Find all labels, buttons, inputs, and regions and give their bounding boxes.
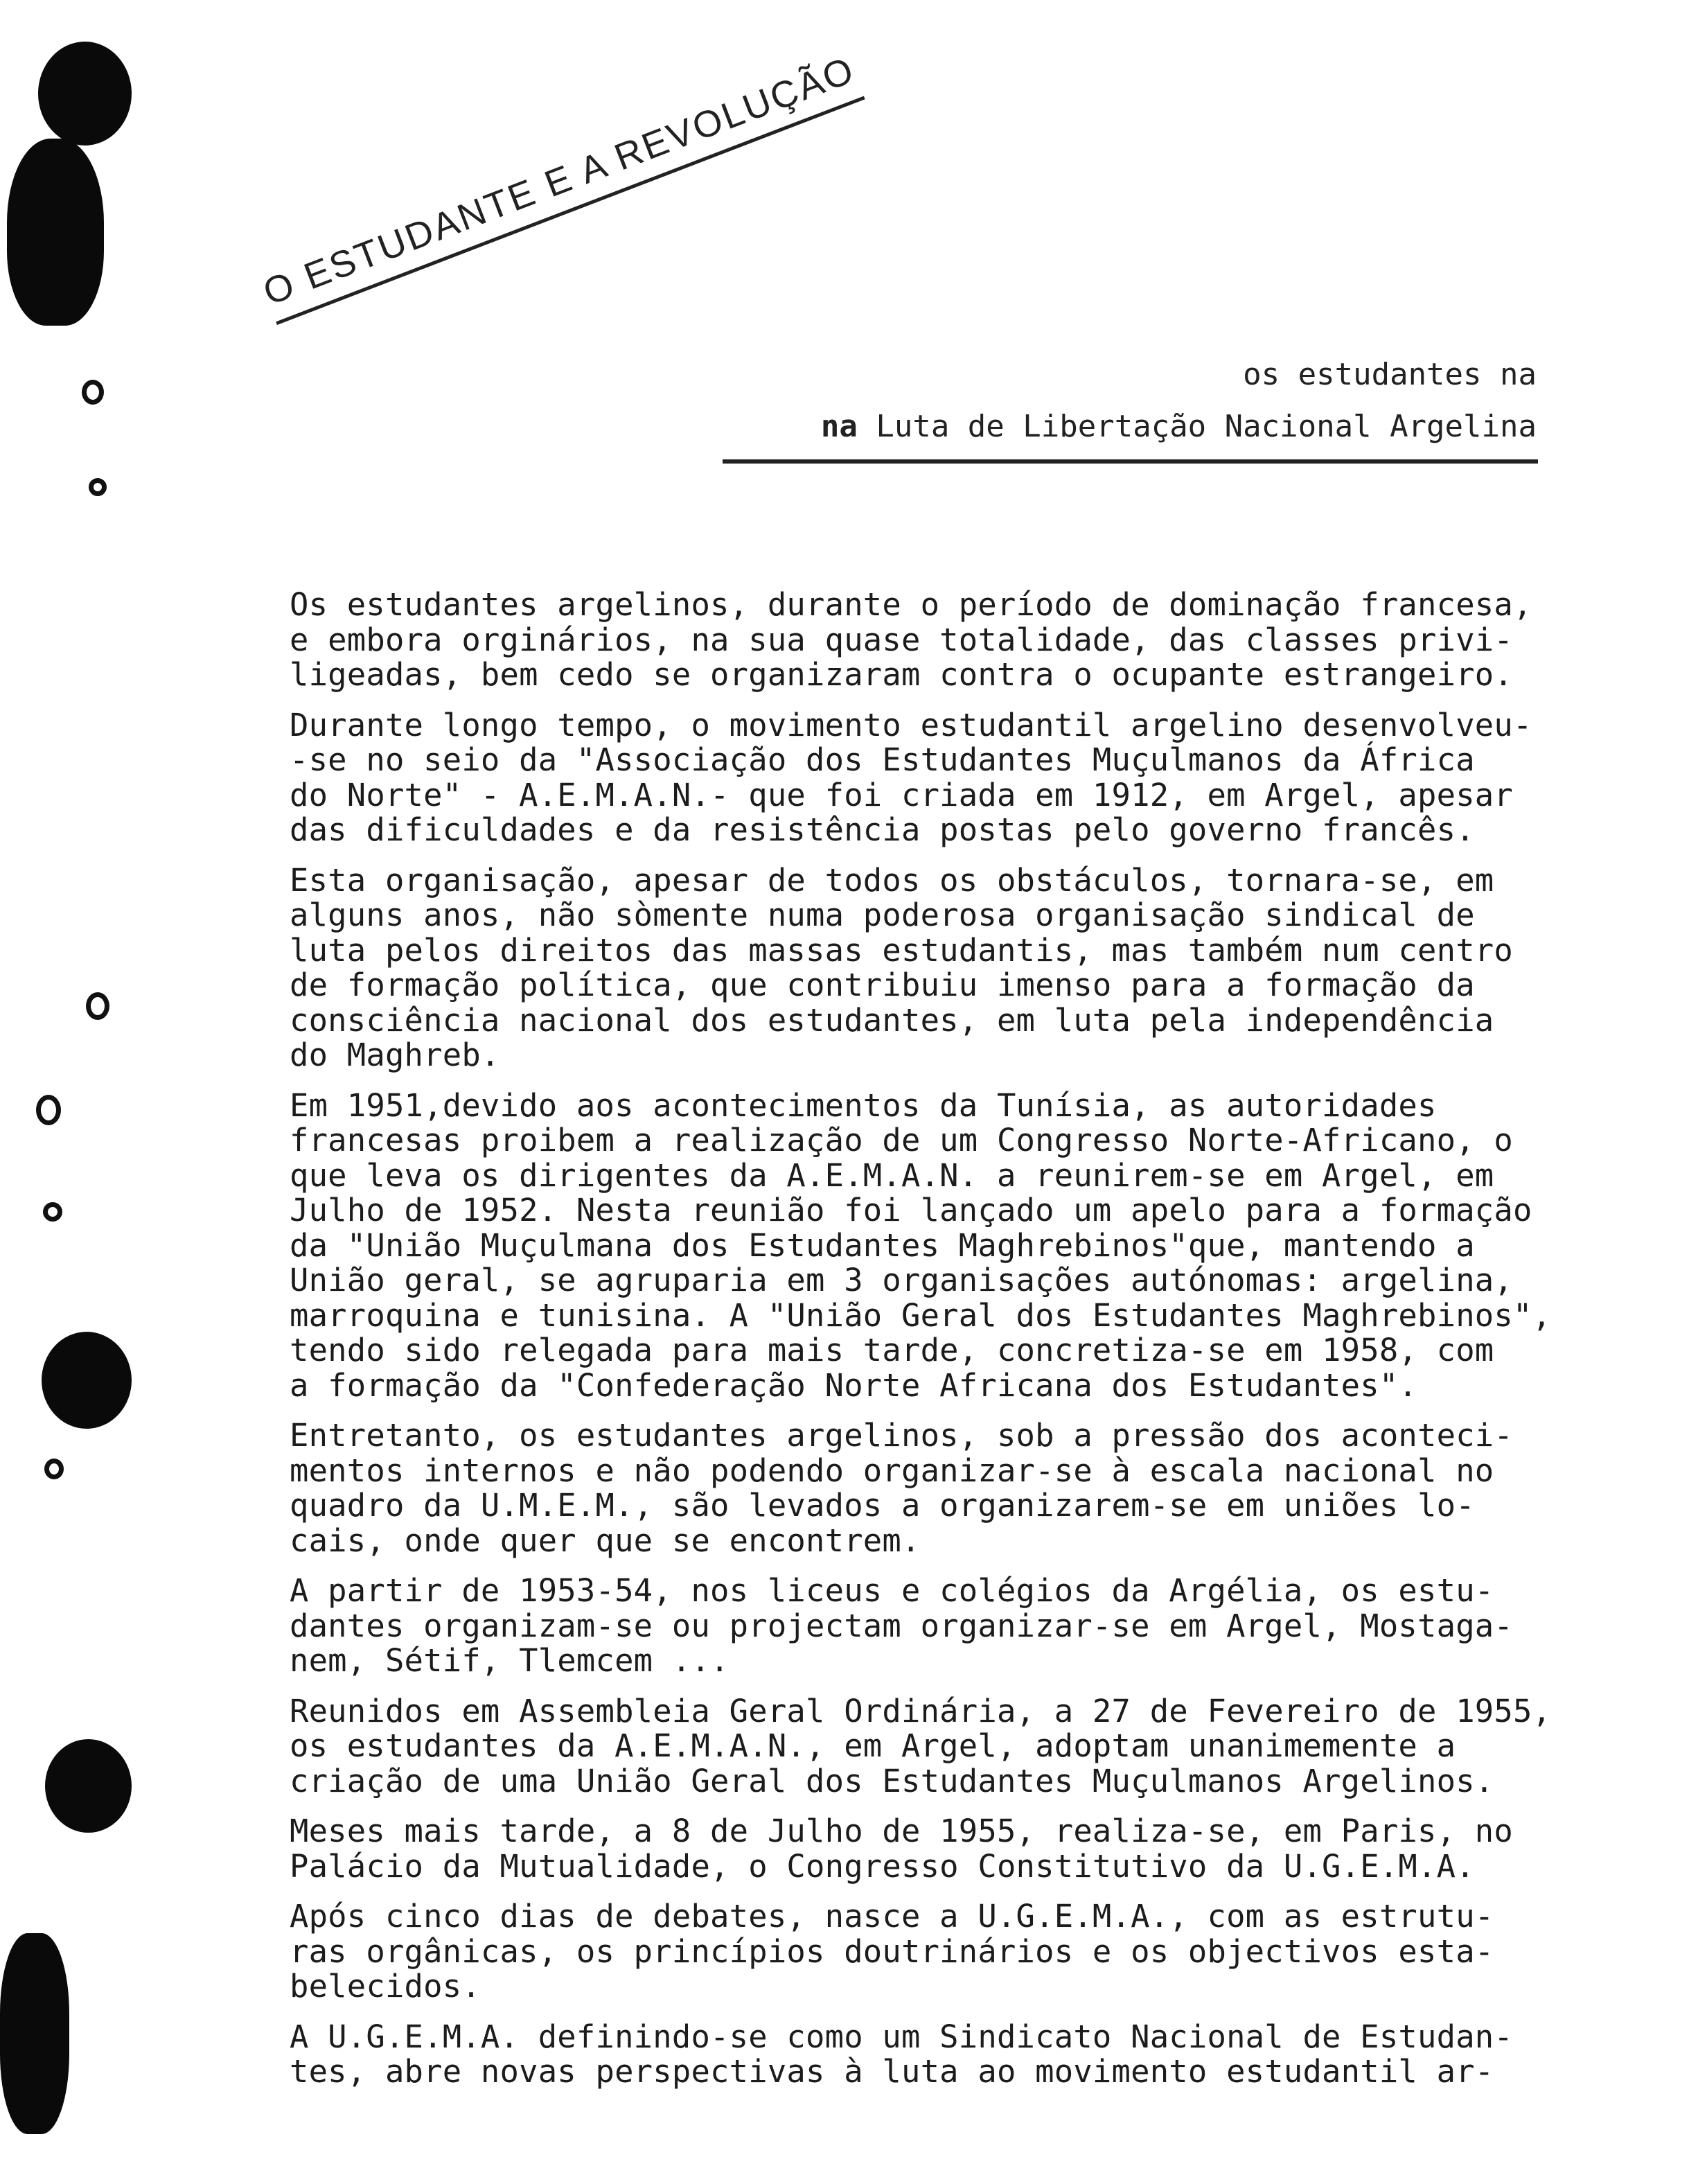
paragraph-line: criação de uma União Geral dos Estudantes Muçulmanos Argelinos. xyxy=(290,1762,1494,1799)
paragraph xyxy=(290,588,1675,693)
heading-prefix: na xyxy=(820,409,858,444)
paragraph-line: de formação política, que contribuiu imenso para a formação da xyxy=(290,967,1475,1003)
paragraph-line: ras orgânicas, os princípios doutrinários e os objectivos esta- xyxy=(290,1932,1494,1970)
punch-hole-shadow xyxy=(0,1933,69,2134)
punch-hole-shadow xyxy=(7,139,104,326)
paragraph-line: das dificuldades e da resistência postas pelo governo francês. xyxy=(290,811,1475,848)
punch-hole-shadow xyxy=(38,42,132,146)
paragraph-line: belecidos. xyxy=(290,1968,481,2005)
paragraph-line: Meses mais tarde, a 8 de Julho de 1955, realiza-se, em Paris, no xyxy=(290,1813,1513,1849)
paragraph xyxy=(290,1086,1675,1404)
paragraph-line: A U.G.E.M.A. definindo-se como um Sindicato Nacional de Estudan- xyxy=(290,2018,1513,2055)
paragraph-line: e embora orginários, na sua quase totalidade, das classes privi- xyxy=(290,621,1513,658)
paragraph-line: a formação da "Confederação Norte Africana dos Estudantes". xyxy=(290,1366,1418,1404)
paragraph-line: cais, onde quer que se encontrem. xyxy=(290,1522,921,1559)
paragraph-line: Durante longo tempo, o movimento estudantil argelino desenvolveu- xyxy=(290,706,1532,743)
paragraph-line: tendo sido relegada para mais tarde, concretiza-se em 1958, com xyxy=(290,1332,1494,1368)
paragraph-line: nem, Sétif, Tlemcem ... xyxy=(290,1642,729,1679)
paragraph-line: Palácio da Mutualidade, o Congresso Constitutivo da U.G.E.M.A. xyxy=(290,1847,1475,1885)
paragraph-line: da "União Muçulmana dos Estudantes Maghrebinos"que, mantendo a xyxy=(290,1226,1475,1264)
heading-title: Luta de Libertação Nacional Argelina xyxy=(857,409,1537,444)
paragraph xyxy=(290,863,1675,1073)
body-text xyxy=(290,588,1675,2105)
paragraph-line: francesas proibem a realização de um Congresso Norte-Africano, o xyxy=(290,1122,1513,1159)
paragraph-line: Reunidos em Assembleia Geral Ordinária, a 27 de Fevereiro de 1955, xyxy=(290,1692,1552,1729)
punch-hole-shadow xyxy=(45,1739,132,1833)
paragraph-line: Entretanto, os estudantes argelinos, sob a pressão dos aconteci- xyxy=(290,1417,1513,1454)
paragraph xyxy=(290,1694,1675,1799)
paragraph xyxy=(290,1418,1675,1558)
paragraph-line: do Maghreb. xyxy=(290,1037,500,1073)
paragraph-line: Esta organisação, apesar de todos os obstáculos, tornara-se, em xyxy=(290,861,1494,899)
paragraph-line: os estudantes da A.E.M.A.N., em Argel, adoptam unanimemente a xyxy=(290,1727,1456,1764)
paragraph xyxy=(290,1899,1675,2005)
punch-hole-ring xyxy=(89,478,107,496)
punch-hole-ring xyxy=(86,992,109,1020)
paragraph-line: A partir de 1953-54, nos liceus e colégios da Argélia, os estu- xyxy=(290,1572,1494,1609)
punch-hole-ring xyxy=(36,1095,61,1125)
paragraph-line: tes, abre novas perspectivas à luta ao movimento estudantil ar- xyxy=(290,2053,1494,2090)
title-stamp: O ESTUDANTE E A REVOLUÇÃO xyxy=(258,48,865,325)
paragraph xyxy=(290,1574,1675,1679)
paragraph-line: quadro da U.M.E.M., são levados a organizarem-se em uniões lo- xyxy=(290,1487,1475,1524)
paragraph xyxy=(290,2020,1675,2090)
paragraph xyxy=(290,1814,1675,1884)
paragraph-line: -se no seio da "Associação dos Estudantes Muçulmanos da África xyxy=(290,741,1475,778)
punch-hole-shadow xyxy=(42,1332,132,1429)
paragraph-line: Em 1951,devido aos acontecimentos da Tunísia, as autoridades xyxy=(290,1086,1437,1124)
paragraph-line: alguns anos, não sòmente numa poderosa organisação sindical de xyxy=(290,897,1475,933)
heading-line-2 xyxy=(821,409,1537,444)
paragraph-line: Após cinco dias de debates, nasce a U.G.E.M.A., com as estrutu- xyxy=(290,1898,1494,1935)
punch-hole-ring xyxy=(44,1459,64,1479)
paragraph-line: do Norte" - A.E.M.A.N.- que foi criada em 1912, em Argel, apesar xyxy=(290,776,1513,813)
paragraph-line: marroquina e tunisina. A "União Geral dos Estudantes Maghrebinos", xyxy=(290,1296,1552,1334)
heading-line-1: os estudantes na xyxy=(1243,357,1537,392)
paragraph-line: luta pelos direitos das massas estudantis, mas também num centro xyxy=(290,931,1513,969)
paragraph-line: dantes organizam-se ou projectam organizar-se em Argel, Mostaga- xyxy=(290,1607,1513,1644)
heading-underline xyxy=(723,459,1538,464)
paragraph-line: que leva os dirigentes da A.E.M.A.N. a reunirem-se em Argel, em xyxy=(290,1156,1494,1194)
paragraph-line: ligeadas, bem cedo se organizaram contra o ocupante estrangeiro. xyxy=(290,656,1513,693)
paragraph-line: União geral, se agruparia em 3 organisações autónomas: argelina, xyxy=(290,1262,1513,1298)
punch-hole-ring xyxy=(82,380,104,405)
paragraph-line: Os estudantes argelinos, durante o período de dominação francesa, xyxy=(290,586,1532,623)
paragraph xyxy=(290,708,1675,848)
paragraph-line: Julho de 1952. Nesta reunião foi lançado um apelo para a formação xyxy=(290,1192,1532,1228)
punch-hole-ring xyxy=(43,1202,62,1222)
paragraph-line: mentos internos e não podendo organizar-se à escala nacional no xyxy=(290,1452,1494,1489)
paragraph-line: consciência nacional dos estudantes, em luta pela independência xyxy=(290,1001,1494,1039)
